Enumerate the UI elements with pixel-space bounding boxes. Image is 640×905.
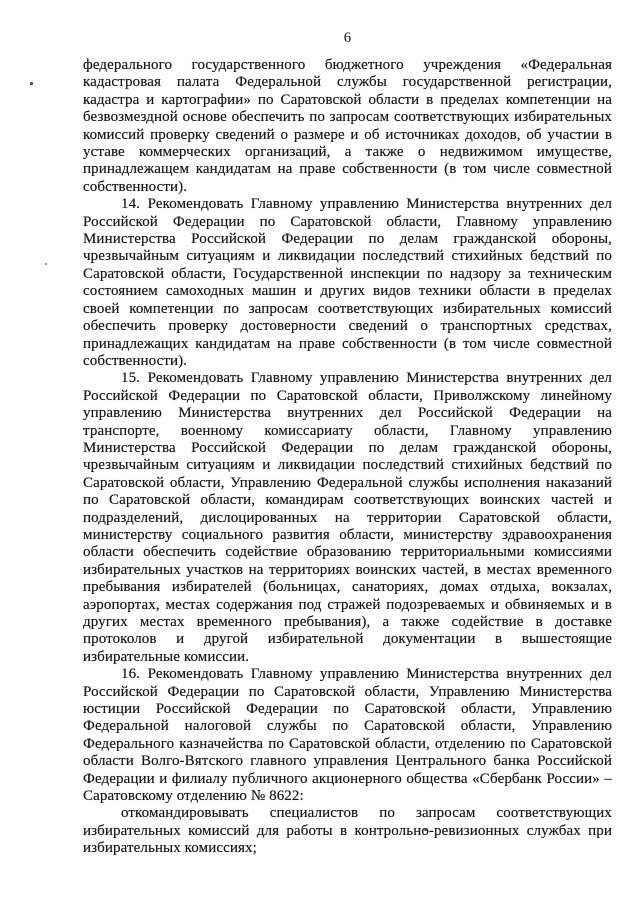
paragraph: федерального государственного бюджетного учреждения «Федеральная кадастровая палата Федеральной службы государственной регистрации, кадастра и картографии» по Саратовской области в пределах компетенции на безвозмездной основе обеспечить по запросам соответствующих избирательных комиссий проверку сведений о размере и об источниках доходов, об участии в уставе коммерческих организаций, а также о недвижимом имуществе, принадлежащем кандидатам на праве собственности (в том числе совместной собственности). <box>83 57 612 195</box>
paragraph: 14. Рекомендовать Главному управлению Министерства внутренних дел Российской Федерации по Саратовской области, Главному управлению Министерства Российской Федерации по делам гражданской обороны, чрезвычайным ситуациям и ликвидации последствий стихийных бедствий по Саратовской области, Государственной инспекции по надзору за техническим состоянием самоходных машин и других видов техники области в пределах своей компетенции по запросам соответствующих избирательных комиссий обеспечить проверку достоверности сведений о транспортных средствах, принадлежащих кандидатам на праве собственности (в том числе совместной собственности). <box>83 196 612 369</box>
page-number: 6 <box>343 30 352 46</box>
scan-speck <box>30 82 33 85</box>
paragraph: 16. Рекомендовать Главному управлению Министерства внутренних дел Российской Федерации по Саратовской области, Управлению Министерства юстиции Российской Федерации по Саратовской области, Управлению Федеральной налоговой службы по Саратовской области, Управлению Федерального казначейства по Саратовской области, отделению по Саратовской области Волго-Вятского главного управления Центрального банка Российской Федерации и филиалу публичного акционерного общества «Сбербанк России» – Саратовскому отделению № 8622: <box>83 666 612 805</box>
scan-speck <box>45 263 47 265</box>
paragraph: откомандировывать специалистов по запросам соответствующих избирательных комиссий для работы в контрольно-ревизионных службах при избирательных комиссиях; <box>83 805 612 857</box>
paragraph: 15. Рекомендовать Главному управлению Министерства внутренних дел Российской Федерации по Саратовской области, Приволжскому линейному управлению Министерства внутренних дел Российской Федерации на транспорте, военному комиссариату области, Главному управлению Министерства Российской Федерации по делам гражданской обороны, чрезвычайным ситуациям и ликвидации последствий стихийных бедствий по Саратовской области, Управлению Федеральной службы исполнения наказаний по Саратовской области, командирам соответствующих воинских частей и подразделений, дислоцированных на территории Саратовской области, министерству социального развития области, министерству здравоохранения области обеспечить содействие образованию территориальными комиссиями избирательных участков на территориях воинских частей, в местах временного пребывания избирателей (больницах, санаториях, домах отдыха, вокзалах, аэропортах, местах содержания под стражей подозреваемых и обвиняемых и в других местах временного пребывания), а также содействие в доставке протоколов и другой избирательной документации в вышестоящие избирательные комиссии. <box>83 370 612 665</box>
paragraph-list <box>83 57 612 858</box>
document-body <box>83 30 612 858</box>
